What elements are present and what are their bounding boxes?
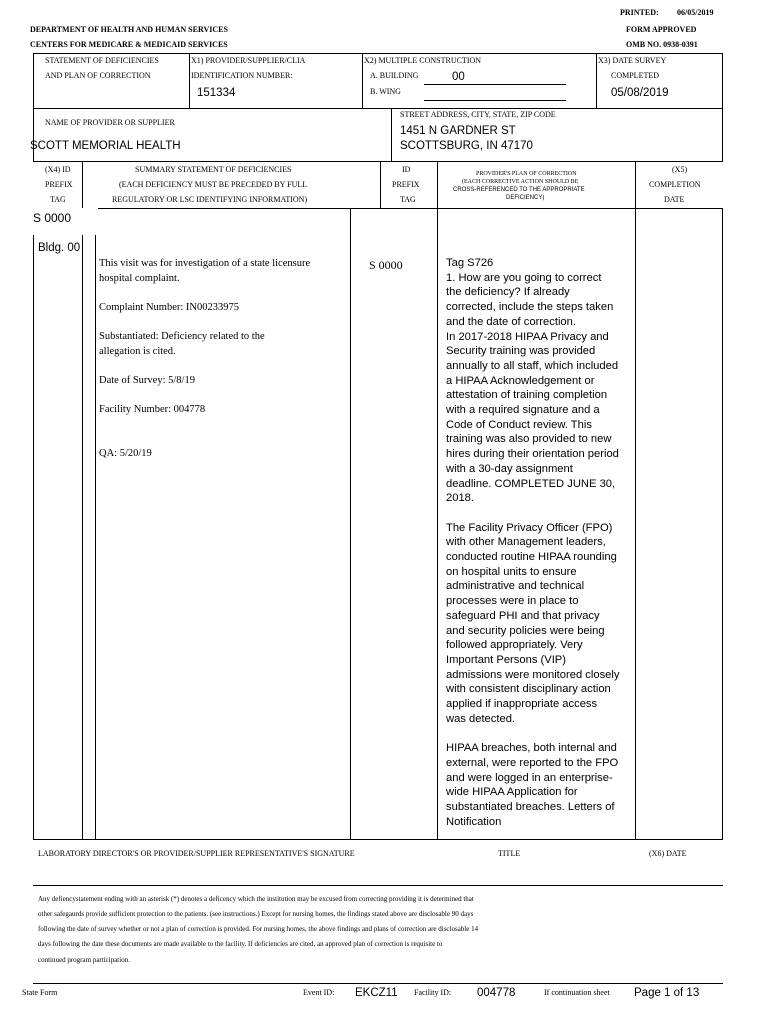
page-number: Page 1 of 13 <box>634 987 700 999</box>
rule <box>722 53 723 109</box>
x3-label-1: X3) DATE SURVEY <box>598 56 667 65</box>
disclaimer-line: Any defiencystatement ending with an asterisk (*) denotes a deficency which the institution may be excused from correcting providing it is determined that <box>38 895 474 903</box>
x1-label-1: X1) PROVIDER/SUPPLIER/CLIA <box>191 56 306 65</box>
building-underline <box>424 84 566 85</box>
rule <box>33 53 34 109</box>
rule <box>437 161 438 209</box>
rule <box>596 53 597 109</box>
provider-name-value: SCOTT MEMORIAL HEALTH <box>30 140 181 152</box>
survey-date-value: 05/08/2019 <box>611 87 669 99</box>
wing-underline <box>424 100 566 101</box>
rule <box>33 208 723 209</box>
department-title: DEPARTMENT OF HEALTH AND HUMAN SERVICES <box>30 25 228 34</box>
rule <box>391 108 392 161</box>
printed-label: PRINTED: <box>620 8 659 17</box>
rule <box>33 983 723 984</box>
x4-header-1: (X4) ID <box>45 165 71 174</box>
plan-paragraph: HIPAA breaches, both internal and external, were reported to the FPO and were logged in an enterprise-wide HIPAA Application for substantiated breaches. Letters of Notification <box>446 742 619 828</box>
provider-name-label: NAME OF PROVIDER OR SUPPLIER <box>45 118 175 127</box>
summary-header-2: (EACH DEFICIENCY MUST BE PRECEDED BY FULL <box>119 180 308 189</box>
rule <box>33 839 723 840</box>
summary-paragraph: Date of Survey: 5/8/19 <box>99 374 195 386</box>
right-tag: S 0000 <box>369 258 403 272</box>
summary-header-1: SUMMARY STATEMENT OF DEFICIENCIES <box>135 165 292 174</box>
address-line1: 1451 N GARDNER ST <box>400 125 516 137</box>
state-form-label: State Form <box>22 988 58 997</box>
rule <box>33 161 723 162</box>
summary-column <box>99 257 339 461</box>
rule <box>33 53 723 54</box>
building-number: Bldg. 00 <box>38 242 81 254</box>
disclaimer-line: continued program participation. <box>38 956 130 964</box>
disclaimer-line: days following the date these documents are made available to the facility. If deficiencies are cited, an approved plan of correction is requisite to <box>38 940 443 948</box>
rule <box>362 53 363 109</box>
x5-header-2: COMPLETION <box>649 180 701 189</box>
address-line2: SCOTTSBURG, IN 47170 <box>400 140 533 152</box>
id-header-3: TAG <box>400 195 416 204</box>
building-value: 00 <box>452 71 465 83</box>
rule <box>82 161 83 209</box>
summary-paragraph: Facility Number: 004778 <box>99 403 206 415</box>
x1-label-2: IDENTIFICATION NUMBER: <box>191 71 293 80</box>
rule <box>33 885 723 886</box>
rule <box>33 208 34 839</box>
x4-header-3: TAG <box>50 195 66 204</box>
provider-id-value: 151334 <box>197 87 236 99</box>
summary-paragraph: Complaint Number: IN00233975 <box>99 301 239 313</box>
plan-paragraph: Tag S726 1. How are you going to correct the deficiency? If already corrected, include the steps taken and the date of correction. In 2017-2018 HIPAA Privacy and Security training was provided annually to all staff, which included a HIPAA Acknowledgement or attestation of training completion with a required signature and a Code of Conduct review. This training was also provided to new hires during their orientation period with a 30-day assignment deadline. COMPLETED JUNE 30, 2018. <box>446 257 619 505</box>
summary-paragraph: Substantiated: Deficiency related to the allegation is cited. <box>99 330 265 357</box>
statement-label-2: AND PLAN OF CORRECTION <box>45 71 151 80</box>
summary-header-3: REGULATORY OR LSC IDENTIFYING INFORMATION) <box>112 195 308 204</box>
plan-paragraph: The Facility Privacy Officer (FPO) with other Management leaders, conducted routine HIPAA rounding on hospital units to ensure administrative and technical processes were in place to safeguard PHI and that privacy and security policies were being followed appropriately. Very Important Persons (VIP) admissions were monitored closely with consistent disciplinary action applied if inappropriate access was detected. <box>446 521 620 725</box>
disclaimer-line: following the date of survey whether or not a plan of correction is provided. For nursing homes, the above findings and plans of correction are disclosable 14 <box>38 925 479 933</box>
continuation-label: If continuation sheet <box>544 988 610 997</box>
statement-label-1: STATEMENT OF DEFICIENCIES <box>45 56 159 65</box>
id-header-2: PREFIX <box>392 180 420 189</box>
event-id-label: Event ID: <box>303 988 335 997</box>
address-label: STREET ADDRESS, CITY, STATE, ZIP CODE <box>400 110 556 119</box>
left-tag: S 0000 <box>33 211 72 225</box>
form-approved: FORM APPROVED <box>626 25 697 34</box>
disclaimer-line: other safegaurds provide sufficient protection to the patients. (see instructions.) Except for nursing homes, the findings stated above are disclosable 90 days <box>38 910 474 918</box>
building-label: A. BUILDING <box>370 71 419 80</box>
x3-label-2: COMPLETED <box>611 71 659 80</box>
summary-paragraph: This visit was for investigation of a state licensure hospital complaint. <box>99 258 311 284</box>
summary-paragraph: QA: 5/20/19 <box>99 447 152 459</box>
x4-header-2: PREFIX <box>45 180 73 189</box>
rule <box>437 208 438 839</box>
rule <box>350 208 351 839</box>
rule <box>380 161 381 209</box>
facility-id-value: 004778 <box>477 987 516 999</box>
signature-label: LABORATORY DIRECTOR'S OR PROVIDER/SUPPLIER REPRESENTATIVE'S SIGNATURE <box>38 849 355 858</box>
id-header-1: ID <box>402 165 411 174</box>
plan-header-2: (EACH CORRECTIVE ACTION SHOULD BE <box>462 179 579 185</box>
plan-header-3: CROSS-REFERENCED TO THE APPROPRIATE <box>453 187 585 193</box>
event-id-value: EKCZ11 <box>355 987 398 999</box>
title-label: TITLE <box>498 849 521 858</box>
wing-label: B. WING <box>370 87 401 96</box>
plan-header-4: DEFICIENCY) <box>506 195 545 201</box>
printed-date: 06/05/2019 <box>677 8 714 17</box>
centers-title: CENTERS FOR MEDICARE & MEDICAID SERVICES <box>30 40 228 49</box>
rule <box>33 108 723 109</box>
rule <box>33 108 34 161</box>
rule <box>635 161 636 209</box>
omb-number: OMB NO. 0938-0391 <box>626 40 698 49</box>
x5-header-1: (X5) <box>672 165 688 174</box>
date-label: (X6) DATE <box>649 849 687 858</box>
plan-column <box>446 256 620 829</box>
x5-header-3: DATE <box>664 195 685 204</box>
rule <box>189 53 190 109</box>
rule <box>95 208 96 839</box>
rule <box>722 208 723 839</box>
rule <box>82 235 83 839</box>
plan-header-1: PROVIDER'S PLAN OF CORRECTION <box>476 171 577 177</box>
x2-label: X2) MULTIPLE CONSTRUCTION <box>364 56 482 65</box>
facility-id-label: Facility ID: <box>414 988 452 997</box>
rule <box>635 208 636 839</box>
rule <box>722 108 723 161</box>
